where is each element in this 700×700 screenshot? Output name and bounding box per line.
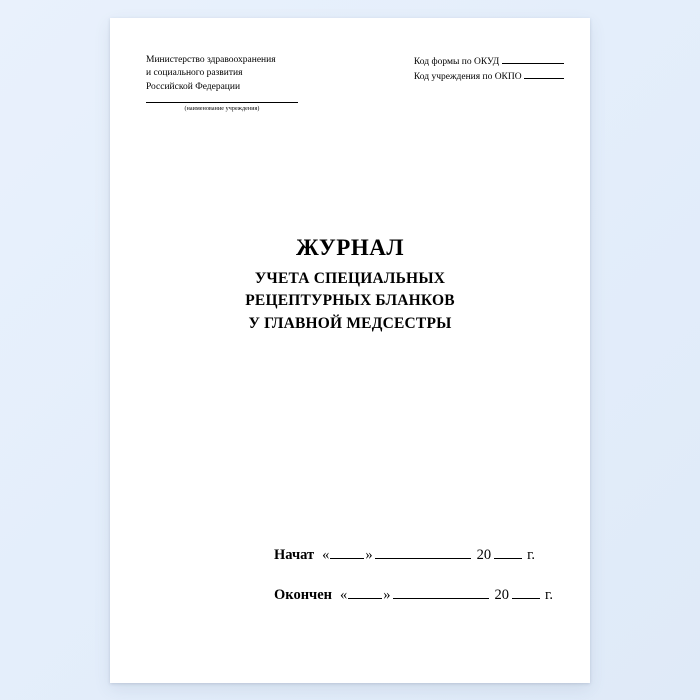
title-sub-line-2: РЕЦЕПТУРНЫХ БЛАНКОВ [245,292,455,310]
document-footer [110,546,590,626]
title-sub-line-3: У ГЛАВНОЙ МЕДСЕСТРЫ [248,314,452,332]
start-date-label: Начат [274,547,315,563]
codes-block [414,54,564,85]
okpo-label: Код учреждения по ОКПО [413,72,522,83]
org-name-caption: (наименование учреждения) [184,106,260,113]
start-quote-close: » [365,547,373,563]
ministry-line-3: Российской Федерации [146,81,241,92]
start-date-row [110,546,590,564]
ministry-line-2: и социального развития [146,68,243,79]
title-sub-line-1: УЧЕТА СПЕЦИАЛЬНЫХ [254,269,446,287]
end-quote-close: » [383,587,391,603]
end-quote-open: « [340,587,348,603]
end-year-prefix: 20 [494,587,510,603]
start-year-prefix: 20 [476,547,492,563]
end-day-blank[interactable] [348,586,382,599]
end-year-suffix: г. [545,587,553,603]
start-month-blank[interactable] [375,546,471,559]
start-quote-open: « [322,547,330,563]
end-year-blank[interactable] [512,586,540,599]
start-year-suffix: г. [527,547,536,563]
document-content [110,18,590,683]
okud-label: Код формы по ОКУД [413,57,500,67]
org-name-rule [146,101,298,103]
document-title-block [110,234,590,335]
okud-code-line [414,54,564,69]
ministry-line-1: Министерство здравоохранения [146,55,276,65]
title-subtitle [110,268,590,335]
document-sheet [110,18,590,683]
end-date-row [110,586,590,604]
document-header [146,54,564,114]
okud-blank[interactable] [502,54,564,64]
start-year-blank[interactable] [494,546,522,559]
end-month-blank[interactable] [393,586,489,599]
okpo-blank[interactable] [524,69,564,79]
start-day-blank[interactable] [330,546,364,559]
ministry-block [146,54,336,114]
title-main: ЖУРНАЛ [296,235,404,260]
end-date-label: Окончен [274,587,333,603]
okpo-code-line [414,69,564,84]
